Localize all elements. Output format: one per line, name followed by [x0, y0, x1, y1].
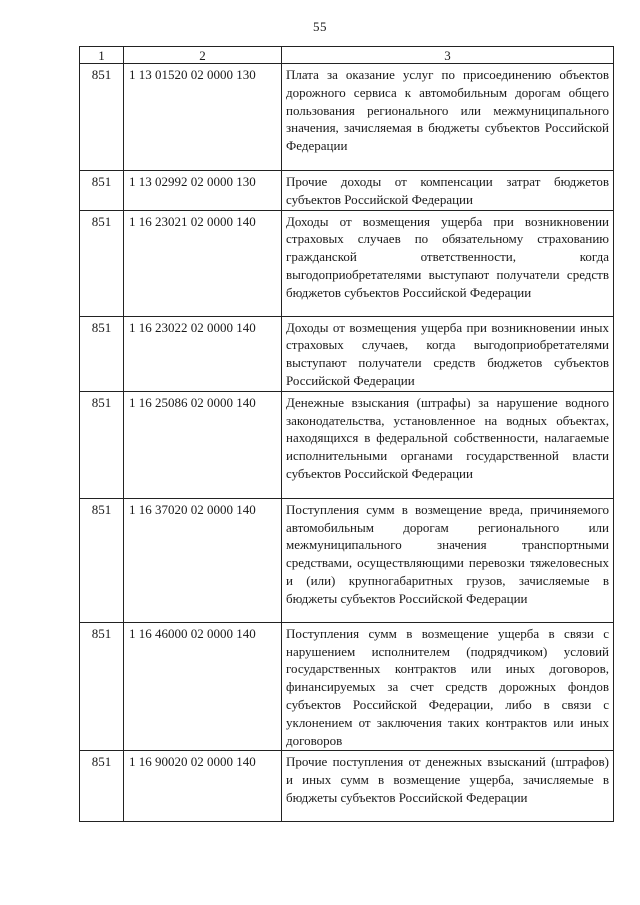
- revenue-name-cell: Поступления сумм в возмещение ущерба в связи с нарушением исполнителем (подрядчиком) условий государственных контрактов или иных договоров, финансируемых за счет средств дорожных фондов субъектов Российской Федерации, либо в связи с уклонением от заключения таких контрактов или иных договоров: [282, 622, 614, 751]
- revenue-code-cell: 1 13 01520 02 0000 130: [124, 64, 282, 171]
- table-row: [80, 751, 614, 822]
- table-header-row: [80, 47, 614, 64]
- admin-code-cell: 851: [80, 751, 124, 822]
- budget-revenue-table: [79, 46, 614, 822]
- table-row: [80, 622, 614, 751]
- revenue-name-cell: Прочие доходы от компенсации затрат бюджетов субъектов Российской Федерации: [282, 171, 614, 211]
- revenue-name-cell: Плата за оказание услуг по присоединению объектов дорожного сервиса к автомобильным дорогам общего пользования регионального или межмуниципального значения, зачисляемая в бюджеты субъектов Российской Федерации: [282, 64, 614, 171]
- revenue-code-cell: 1 16 23021 02 0000 140: [124, 210, 282, 316]
- admin-code-cell: 851: [80, 64, 124, 171]
- revenue-name-cell: Доходы от возмещения ущерба при возникновении страховых случаев по обязательному страхованию гражданской ответственности, когда выгодоприобретателями выступают получатели средств бюджетов субъектов Российской Федерации: [282, 210, 614, 316]
- table-row: [80, 171, 614, 211]
- admin-code-cell: 851: [80, 171, 124, 211]
- revenue-code-cell: 1 16 90020 02 0000 140: [124, 751, 282, 822]
- revenue-code-cell: 1 16 25086 02 0000 140: [124, 391, 282, 498]
- page-number: 55: [313, 19, 327, 34]
- revenue-code-cell: 1 16 23022 02 0000 140: [124, 316, 282, 391]
- admin-code-cell: 851: [80, 391, 124, 498]
- table-row: [80, 64, 614, 171]
- table-row: [80, 498, 614, 622]
- revenue-code-cell: 1 16 37020 02 0000 140: [124, 498, 282, 622]
- revenue-name-cell: Прочие поступления от денежных взысканий (штрафов) и иных сумм в возмещение ущерба, зачисляемые в бюджеты субъектов Российской Федерации: [282, 751, 614, 822]
- revenue-name-cell: Поступления сумм в возмещение вреда, причиняемого автомобильным дорогам регионального или межмуниципального значения транспортными средствами, осуществляющими перевозки тяжеловесных и (или) крупногабаритных грузов, зачисляемые в бюджеты субъектов Российской Федерации: [282, 498, 614, 622]
- revenue-code-cell: 1 13 02992 02 0000 130: [124, 171, 282, 211]
- table-row: [80, 210, 614, 316]
- admin-code-cell: 851: [80, 210, 124, 316]
- table-row: [80, 316, 614, 391]
- admin-code-cell: 851: [80, 498, 124, 622]
- column-header-2: 2: [124, 47, 282, 64]
- table-row: [80, 391, 614, 498]
- revenue-name-cell: Денежные взыскания (штрафы) за нарушение водного законодательства, установленное на водных объектах, находящихся в федеральной собственности, налагаемые исполнительными органами государственной власти субъектов Российской Федерации: [282, 391, 614, 498]
- column-header-3: 3: [282, 47, 614, 64]
- revenue-name-cell: Доходы от возмещения ущерба при возникновении иных страховых случаев, когда выгодоприобретателями выступают получатели средств бюджетов субъектов Российской Федерации: [282, 316, 614, 391]
- admin-code-cell: 851: [80, 316, 124, 391]
- admin-code-cell: 851: [80, 622, 124, 751]
- column-header-1: 1: [80, 47, 124, 64]
- revenue-code-cell: 1 16 46000 02 0000 140: [124, 622, 282, 751]
